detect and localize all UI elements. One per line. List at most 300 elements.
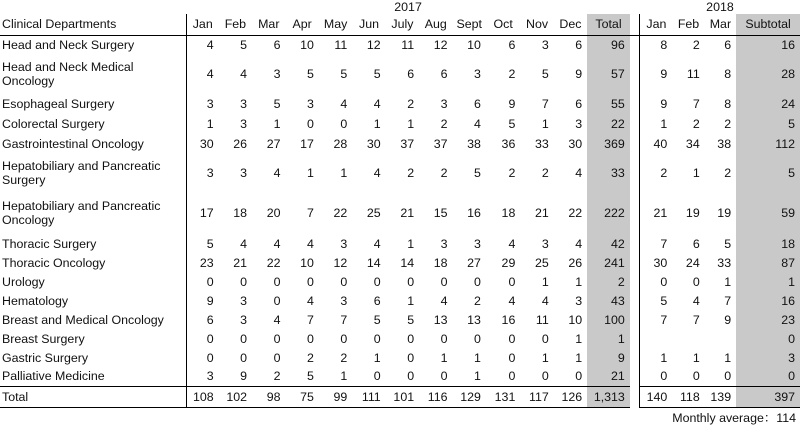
month-value-2017: 3 bbox=[240, 96, 248, 111]
month-total-2017: 129 bbox=[453, 386, 486, 407]
month-value-2018: 8 bbox=[640, 35, 672, 55]
month-value-2017: 3 bbox=[474, 67, 481, 81]
month-value-2017: 4 bbox=[340, 96, 348, 111]
month-value-2017: 2 bbox=[508, 67, 516, 81]
month-value-2017: 2 bbox=[474, 293, 481, 308]
month-value-2017: 5 bbox=[541, 67, 549, 81]
grand-total: 1,313 bbox=[587, 386, 630, 407]
month-value-2017: 5 bbox=[240, 38, 248, 53]
row-total: 222 bbox=[587, 192, 630, 234]
row-subtotal: 28 bbox=[736, 55, 800, 93]
month-value-2017: 18 bbox=[501, 206, 516, 220]
month-value-2018: 8 bbox=[724, 96, 732, 111]
month-value-2018: 33 bbox=[717, 255, 732, 270]
month-value-2017: 5 bbox=[508, 116, 516, 131]
month-value-2017: 5 bbox=[306, 369, 314, 384]
month-total-2018: 118 bbox=[672, 386, 704, 407]
month-value-2017: 3 bbox=[240, 293, 248, 308]
month-value-2017: 4 bbox=[575, 166, 583, 180]
row-subtotal: 112 bbox=[736, 133, 800, 154]
month-total-2017: 131 bbox=[486, 386, 520, 407]
row-subtotal: 3 bbox=[736, 348, 800, 367]
month-value-2017: 0 bbox=[508, 350, 516, 365]
month-value-2017: 0 bbox=[340, 274, 348, 289]
month-value-2017: 12 bbox=[333, 255, 348, 270]
row-total: 1 bbox=[587, 329, 630, 348]
month-value-2018: 7 bbox=[724, 293, 732, 308]
department-name: Thoracic Surgery bbox=[2, 236, 97, 251]
month-value-2017: 5 bbox=[474, 166, 481, 180]
month-value-2017: 6 bbox=[440, 67, 448, 81]
month-value-2018: 4 bbox=[692, 293, 700, 308]
month-value-2018: 0 bbox=[640, 272, 672, 291]
month-value-2017: 17 bbox=[186, 192, 218, 234]
month-value-2018: 21 bbox=[640, 192, 672, 234]
month-value-2017: 0 bbox=[575, 369, 583, 384]
month-value-2017: 0 bbox=[186, 348, 218, 367]
month-value-2018 bbox=[672, 329, 704, 348]
month-value-2017: 33 bbox=[534, 136, 549, 151]
month-value-2018: 0 bbox=[640, 367, 672, 386]
month-value-2017: 1 bbox=[541, 116, 549, 131]
monthly-average: Monthly average：114 bbox=[672, 410, 796, 425]
row-total: 22 bbox=[587, 114, 630, 133]
row-total: 42 bbox=[587, 234, 630, 253]
month-value-2017: 11 bbox=[334, 38, 348, 53]
month-header-2017: Jun bbox=[352, 14, 385, 35]
month-value-2017: 4 bbox=[273, 236, 281, 251]
month-value-2017: 4 bbox=[373, 166, 381, 180]
month-value-2017: 0 bbox=[240, 331, 248, 346]
month-value-2017: 4 bbox=[575, 236, 583, 251]
month-value-2017: 3 bbox=[186, 154, 218, 192]
month-value-2017: 1 bbox=[541, 350, 549, 365]
month-value-2017: 9 bbox=[240, 369, 248, 384]
month-value-2017: 5 bbox=[407, 312, 415, 327]
subtotal-header: Subtotal bbox=[736, 14, 800, 35]
row-total: 241 bbox=[587, 253, 630, 272]
month-value-2017: 3 bbox=[340, 293, 348, 308]
month-value-2017: 1 bbox=[474, 350, 481, 365]
month-value-2017: 0 bbox=[306, 274, 314, 289]
month-value-2017: 25 bbox=[534, 255, 549, 270]
row-subtotal: 1 bbox=[736, 272, 800, 291]
month-value-2017: 22 bbox=[266, 255, 281, 270]
month-value-2017: 4 bbox=[508, 293, 516, 308]
table-row bbox=[0, 192, 800, 234]
row-total: 57 bbox=[587, 55, 630, 93]
month-value-2018: 2 bbox=[640, 154, 672, 192]
month-value-2017: 0 bbox=[340, 331, 348, 346]
month-value-2018: 9 bbox=[640, 55, 672, 93]
month-value-2017: 25 bbox=[366, 206, 381, 220]
month-header-2018: Feb bbox=[672, 14, 704, 35]
month-value-2017: 3 bbox=[273, 67, 281, 81]
month-header-2018: Mar bbox=[705, 14, 736, 35]
month-value-2017: 14 bbox=[400, 255, 415, 270]
month-value-2018: 2 bbox=[724, 116, 732, 131]
month-value-2017: 1 bbox=[575, 274, 583, 289]
month-total-2017: 108 bbox=[186, 386, 218, 407]
month-value-2017: 29 bbox=[501, 255, 516, 270]
month-value-2017: 6 bbox=[407, 67, 415, 81]
month-header-2017: Feb bbox=[219, 14, 252, 35]
month-value-2017: 0 bbox=[186, 272, 218, 291]
month-value-2018: 8 bbox=[724, 67, 732, 81]
department-name: Esophageal Surgery bbox=[2, 96, 115, 111]
department-name: Head and Neck Surgery bbox=[2, 38, 135, 53]
month-value-2017: 0 bbox=[474, 331, 481, 346]
month-value-2017: 9 bbox=[575, 67, 583, 81]
month-value-2017: 10 bbox=[568, 312, 583, 327]
month-value-2017: 5 bbox=[373, 67, 381, 81]
department-name: Gastric Surgery bbox=[2, 350, 89, 365]
month-value-2017: 28 bbox=[333, 136, 348, 151]
month-value-2017: 15 bbox=[433, 206, 448, 220]
month-value-2017: 27 bbox=[266, 136, 281, 151]
total-header: Total bbox=[587, 14, 630, 35]
month-value-2017: 0 bbox=[273, 293, 281, 308]
month-value-2017: 16 bbox=[467, 206, 481, 220]
month-header-2017: Apr bbox=[285, 14, 318, 35]
month-value-2018: 1 bbox=[640, 348, 672, 367]
table-row bbox=[0, 55, 800, 93]
month-value-2017: 4 bbox=[508, 236, 516, 251]
month-value-2017: 21 bbox=[534, 206, 549, 220]
blank-corner bbox=[0, 0, 186, 14]
table-row bbox=[0, 367, 800, 386]
month-value-2018: 0 bbox=[692, 369, 700, 384]
month-value-2017: 6 bbox=[575, 38, 583, 53]
month-total-2017: 111 bbox=[352, 386, 385, 407]
month-value-2017: 6 bbox=[474, 96, 481, 111]
month-total-2017: 99 bbox=[319, 386, 352, 407]
month-value-2017: 21 bbox=[233, 255, 248, 270]
row-total: 9 bbox=[587, 348, 630, 367]
month-value-2018: 24 bbox=[685, 255, 700, 270]
row-total: 369 bbox=[587, 133, 630, 154]
month-value-2017: 0 bbox=[440, 369, 448, 384]
month-value-2017: 2 bbox=[440, 166, 448, 180]
month-value-2017: 17 bbox=[300, 136, 314, 151]
month-value-2017: 4 bbox=[373, 236, 381, 251]
month-value-2017: 0 bbox=[273, 274, 281, 289]
month-value-2017: 6 bbox=[575, 96, 583, 111]
month-value-2017: 30 bbox=[366, 136, 381, 151]
row-subtotal: 24 bbox=[736, 93, 800, 114]
month-value-2017: 10 bbox=[300, 38, 314, 53]
month-value-2017: 0 bbox=[373, 331, 381, 346]
month-header-2017: Oct bbox=[486, 14, 520, 35]
month-header-2017: Nov bbox=[520, 14, 553, 35]
month-value-2018: 34 bbox=[685, 136, 700, 151]
month-value-2017: 20 bbox=[266, 206, 281, 220]
month-value-2018: 2 bbox=[692, 116, 700, 131]
month-total-2017: 75 bbox=[285, 386, 318, 407]
row-subtotal: 5 bbox=[736, 154, 800, 192]
month-value-2017: 1 bbox=[541, 274, 549, 289]
month-value-2017: 6 bbox=[273, 38, 281, 53]
month-value-2017: 5 bbox=[186, 234, 218, 253]
month-value-2018: 7 bbox=[640, 234, 672, 253]
month-value-2017: 27 bbox=[467, 255, 481, 270]
month-value-2017: 1 bbox=[407, 236, 415, 251]
month-value-2017: 3 bbox=[440, 96, 448, 111]
row-subtotal: 5 bbox=[736, 114, 800, 133]
table-row bbox=[0, 253, 800, 272]
row-subtotal: 23 bbox=[736, 310, 800, 329]
month-value-2017: 3 bbox=[340, 236, 348, 251]
month-value-2017: 10 bbox=[300, 255, 314, 270]
month-value-2017: 4 bbox=[306, 236, 314, 251]
month-value-2017: 11 bbox=[535, 312, 549, 327]
month-value-2017: 0 bbox=[273, 331, 281, 346]
month-total-2017: 98 bbox=[252, 386, 285, 407]
department-name: Hepatobiliary and Pancreatic Oncology bbox=[2, 199, 161, 227]
grand-subtotal: 397 bbox=[736, 386, 800, 407]
year-2018-label: 2018 bbox=[706, 0, 734, 14]
department-name: Hepatobiliary and Pancreatic Surgery bbox=[2, 159, 161, 187]
month-value-2017: 2 bbox=[508, 166, 516, 180]
month-value-2017: 2 bbox=[407, 96, 415, 111]
row-total: 43 bbox=[587, 291, 630, 310]
month-value-2017: 9 bbox=[186, 291, 218, 310]
month-value-2017: 0 bbox=[373, 369, 381, 384]
row-subtotal: 16 bbox=[736, 291, 800, 310]
row-total: 33 bbox=[587, 154, 630, 192]
department-name: Palliative Medicine bbox=[2, 369, 105, 384]
month-value-2017: 1 bbox=[575, 331, 583, 346]
month-value-2018: 1 bbox=[640, 114, 672, 133]
month-value-2018: 7 bbox=[692, 96, 700, 111]
department-name: Head and Neck Medical Oncology bbox=[2, 60, 134, 88]
month-value-2017: 22 bbox=[333, 206, 348, 220]
month-header-2017: Sept bbox=[453, 14, 486, 35]
department-name: Breast Surgery bbox=[2, 331, 85, 346]
department-name: Thoracic Oncology bbox=[2, 255, 106, 270]
month-value-2017: 18 bbox=[433, 255, 448, 270]
month-value-2017: 0 bbox=[508, 331, 516, 346]
month-value-2017: 11 bbox=[401, 38, 415, 53]
row-total: 55 bbox=[587, 93, 630, 114]
month-value-2017: 5 bbox=[306, 67, 314, 81]
table-row bbox=[0, 329, 800, 348]
row-subtotal: 18 bbox=[736, 234, 800, 253]
month-value-2018: 0 bbox=[692, 274, 700, 289]
month-value-2017: 0 bbox=[541, 369, 549, 384]
month-value-2017: 4 bbox=[240, 67, 248, 81]
month-value-2017: 3 bbox=[541, 38, 549, 53]
month-value-2018: 40 bbox=[640, 133, 672, 154]
month-value-2017: 2 bbox=[340, 350, 348, 365]
month-value-2018: 7 bbox=[692, 312, 700, 327]
month-value-2017: 1 bbox=[474, 369, 481, 384]
row-subtotal: 87 bbox=[736, 253, 800, 272]
month-header-2017: July bbox=[386, 14, 419, 35]
month-value-2018: 1 bbox=[724, 274, 732, 289]
department-name: Urology bbox=[2, 274, 45, 289]
month-value-2017: 3 bbox=[240, 116, 248, 131]
month-value-2017: 4 bbox=[186, 35, 218, 55]
month-value-2017: 16 bbox=[501, 312, 516, 327]
month-total-2017: 117 bbox=[520, 386, 553, 407]
month-value-2017: 7 bbox=[306, 206, 314, 220]
month-value-2017: 1 bbox=[575, 350, 583, 365]
row-subtotal: 0 bbox=[736, 329, 800, 348]
department-name: Hematology bbox=[2, 293, 69, 308]
row-total: 2 bbox=[587, 272, 630, 291]
table-row bbox=[0, 234, 800, 253]
month-value-2018: 1 bbox=[692, 350, 700, 365]
month-value-2017: 2 bbox=[273, 369, 281, 384]
month-value-2018: 5 bbox=[640, 291, 672, 310]
month-value-2017: 0 bbox=[240, 350, 248, 365]
month-total-2017: 102 bbox=[219, 386, 252, 407]
month-value-2018: 7 bbox=[640, 310, 672, 329]
month-value-2017: 3 bbox=[575, 116, 583, 131]
table-row bbox=[0, 291, 800, 310]
month-value-2017: 7 bbox=[306, 312, 314, 327]
month-header-2017: Aug bbox=[419, 14, 452, 35]
month-value-2017: 26 bbox=[568, 255, 583, 270]
month-value-2017: 3 bbox=[306, 96, 314, 111]
month-total-2017: 101 bbox=[386, 386, 419, 407]
month-value-2017: 1 bbox=[407, 116, 415, 131]
month-value-2018: 6 bbox=[692, 236, 700, 251]
month-value-2017: 4 bbox=[440, 293, 448, 308]
month-value-2017: 1 bbox=[373, 350, 381, 365]
month-value-2017: 0 bbox=[440, 274, 448, 289]
table-row bbox=[0, 114, 800, 133]
month-value-2017: 13 bbox=[433, 312, 448, 327]
dept-header: Clinical Departments bbox=[0, 14, 186, 35]
month-value-2017: 0 bbox=[407, 274, 415, 289]
month-value-2017: 0 bbox=[508, 369, 516, 384]
month-value-2017: 0 bbox=[541, 331, 549, 346]
month-header-2017: Jan bbox=[186, 14, 218, 35]
month-value-2018: 5 bbox=[724, 236, 732, 251]
month-value-2017: 5 bbox=[273, 96, 281, 111]
month-value-2017: 1 bbox=[306, 166, 314, 180]
month-value-2017: 37 bbox=[433, 136, 448, 151]
month-total-2018: 140 bbox=[640, 386, 672, 407]
month-value-2017: 0 bbox=[407, 369, 415, 384]
month-value-2017: 26 bbox=[233, 136, 248, 151]
month-value-2018: 30 bbox=[640, 253, 672, 272]
department-name: Gastrointestinal Oncology bbox=[2, 136, 144, 151]
department-name: Colorectal Surgery bbox=[2, 116, 105, 131]
month-value-2017: 38 bbox=[467, 136, 481, 151]
month-value-2017: 0 bbox=[340, 116, 348, 131]
month-value-2018 bbox=[705, 329, 736, 348]
month-value-2017: 1 bbox=[407, 293, 415, 308]
month-value-2017: 0 bbox=[306, 331, 314, 346]
month-value-2017: 0 bbox=[508, 274, 516, 289]
month-value-2017: 0 bbox=[474, 274, 481, 289]
month-value-2018: 9 bbox=[724, 312, 732, 327]
month-value-2017: 0 bbox=[373, 274, 381, 289]
month-value-2018: 38 bbox=[717, 136, 732, 151]
month-value-2017: 6 bbox=[373, 293, 381, 308]
month-value-2017: 7 bbox=[541, 96, 549, 111]
month-value-2017: 1 bbox=[340, 369, 348, 384]
month-value-2017: 2 bbox=[440, 116, 448, 131]
totals-row bbox=[0, 386, 800, 407]
table-row bbox=[0, 310, 800, 329]
month-value-2017: 23 bbox=[186, 253, 218, 272]
month-value-2017: 4 bbox=[186, 55, 218, 93]
month-value-2017: 3 bbox=[186, 93, 218, 114]
month-value-2017: 2 bbox=[407, 166, 415, 180]
month-value-2017: 10 bbox=[467, 38, 481, 53]
month-total-2017: 126 bbox=[554, 386, 587, 407]
month-value-2017: 1 bbox=[440, 350, 448, 365]
month-value-2017: 3 bbox=[240, 166, 248, 180]
month-value-2017: 18 bbox=[233, 206, 248, 220]
month-value-2017: 3 bbox=[474, 236, 481, 251]
month-value-2018: 19 bbox=[717, 206, 732, 220]
month-value-2018: 0 bbox=[724, 369, 732, 384]
row-total: 100 bbox=[587, 310, 630, 329]
totals-label: Total bbox=[0, 386, 186, 407]
month-value-2018: 2 bbox=[692, 38, 700, 53]
month-value-2017: 22 bbox=[568, 206, 583, 220]
table-row bbox=[0, 348, 800, 367]
month-value-2017: 4 bbox=[541, 293, 549, 308]
table-row bbox=[0, 35, 800, 55]
month-header-2018: Jan bbox=[640, 14, 672, 35]
month-value-2017: 0 bbox=[306, 116, 314, 131]
month-value-2017: 4 bbox=[306, 293, 314, 308]
month-value-2018: 1 bbox=[692, 166, 700, 180]
month-value-2017: 1 bbox=[186, 114, 218, 133]
month-value-2017: 4 bbox=[240, 236, 248, 251]
month-value-2017: 3 bbox=[440, 236, 448, 251]
month-value-2017: 2 bbox=[306, 350, 314, 365]
table-row bbox=[0, 93, 800, 114]
table-row bbox=[0, 154, 800, 192]
month-value-2017: 0 bbox=[273, 350, 281, 365]
month-value-2018: 9 bbox=[640, 93, 672, 114]
month-value-2017: 1 bbox=[273, 116, 281, 131]
month-value-2018: 6 bbox=[724, 38, 732, 53]
row-total: 96 bbox=[587, 35, 630, 55]
month-value-2017: 6 bbox=[186, 310, 218, 329]
row-total: 21 bbox=[587, 367, 630, 386]
month-value-2018 bbox=[640, 329, 672, 348]
month-value-2017: 3 bbox=[240, 312, 248, 327]
department-name: Breast and Medical Oncology bbox=[2, 312, 164, 327]
month-value-2017: 12 bbox=[433, 38, 448, 53]
month-value-2017: 1 bbox=[373, 116, 381, 131]
month-value-2017: 30 bbox=[568, 136, 583, 151]
month-header-2017: Mar bbox=[252, 14, 285, 35]
month-value-2017: 30 bbox=[186, 133, 218, 154]
year-2017-label: 2017 bbox=[394, 0, 422, 14]
month-value-2018: 1 bbox=[724, 350, 732, 365]
row-subtotal: 16 bbox=[736, 35, 800, 55]
month-value-2017: 5 bbox=[373, 312, 381, 327]
month-value-2017: 3 bbox=[575, 293, 583, 308]
month-value-2017: 0 bbox=[407, 331, 415, 346]
month-value-2017: 0 bbox=[440, 331, 448, 346]
month-value-2017: 4 bbox=[373, 96, 381, 111]
month-total-2018: 139 bbox=[705, 386, 736, 407]
month-value-2017: 2 bbox=[541, 166, 549, 180]
month-value-2017: 4 bbox=[474, 116, 481, 131]
month-value-2017: 9 bbox=[508, 96, 516, 111]
row-subtotal: 59 bbox=[736, 192, 800, 234]
